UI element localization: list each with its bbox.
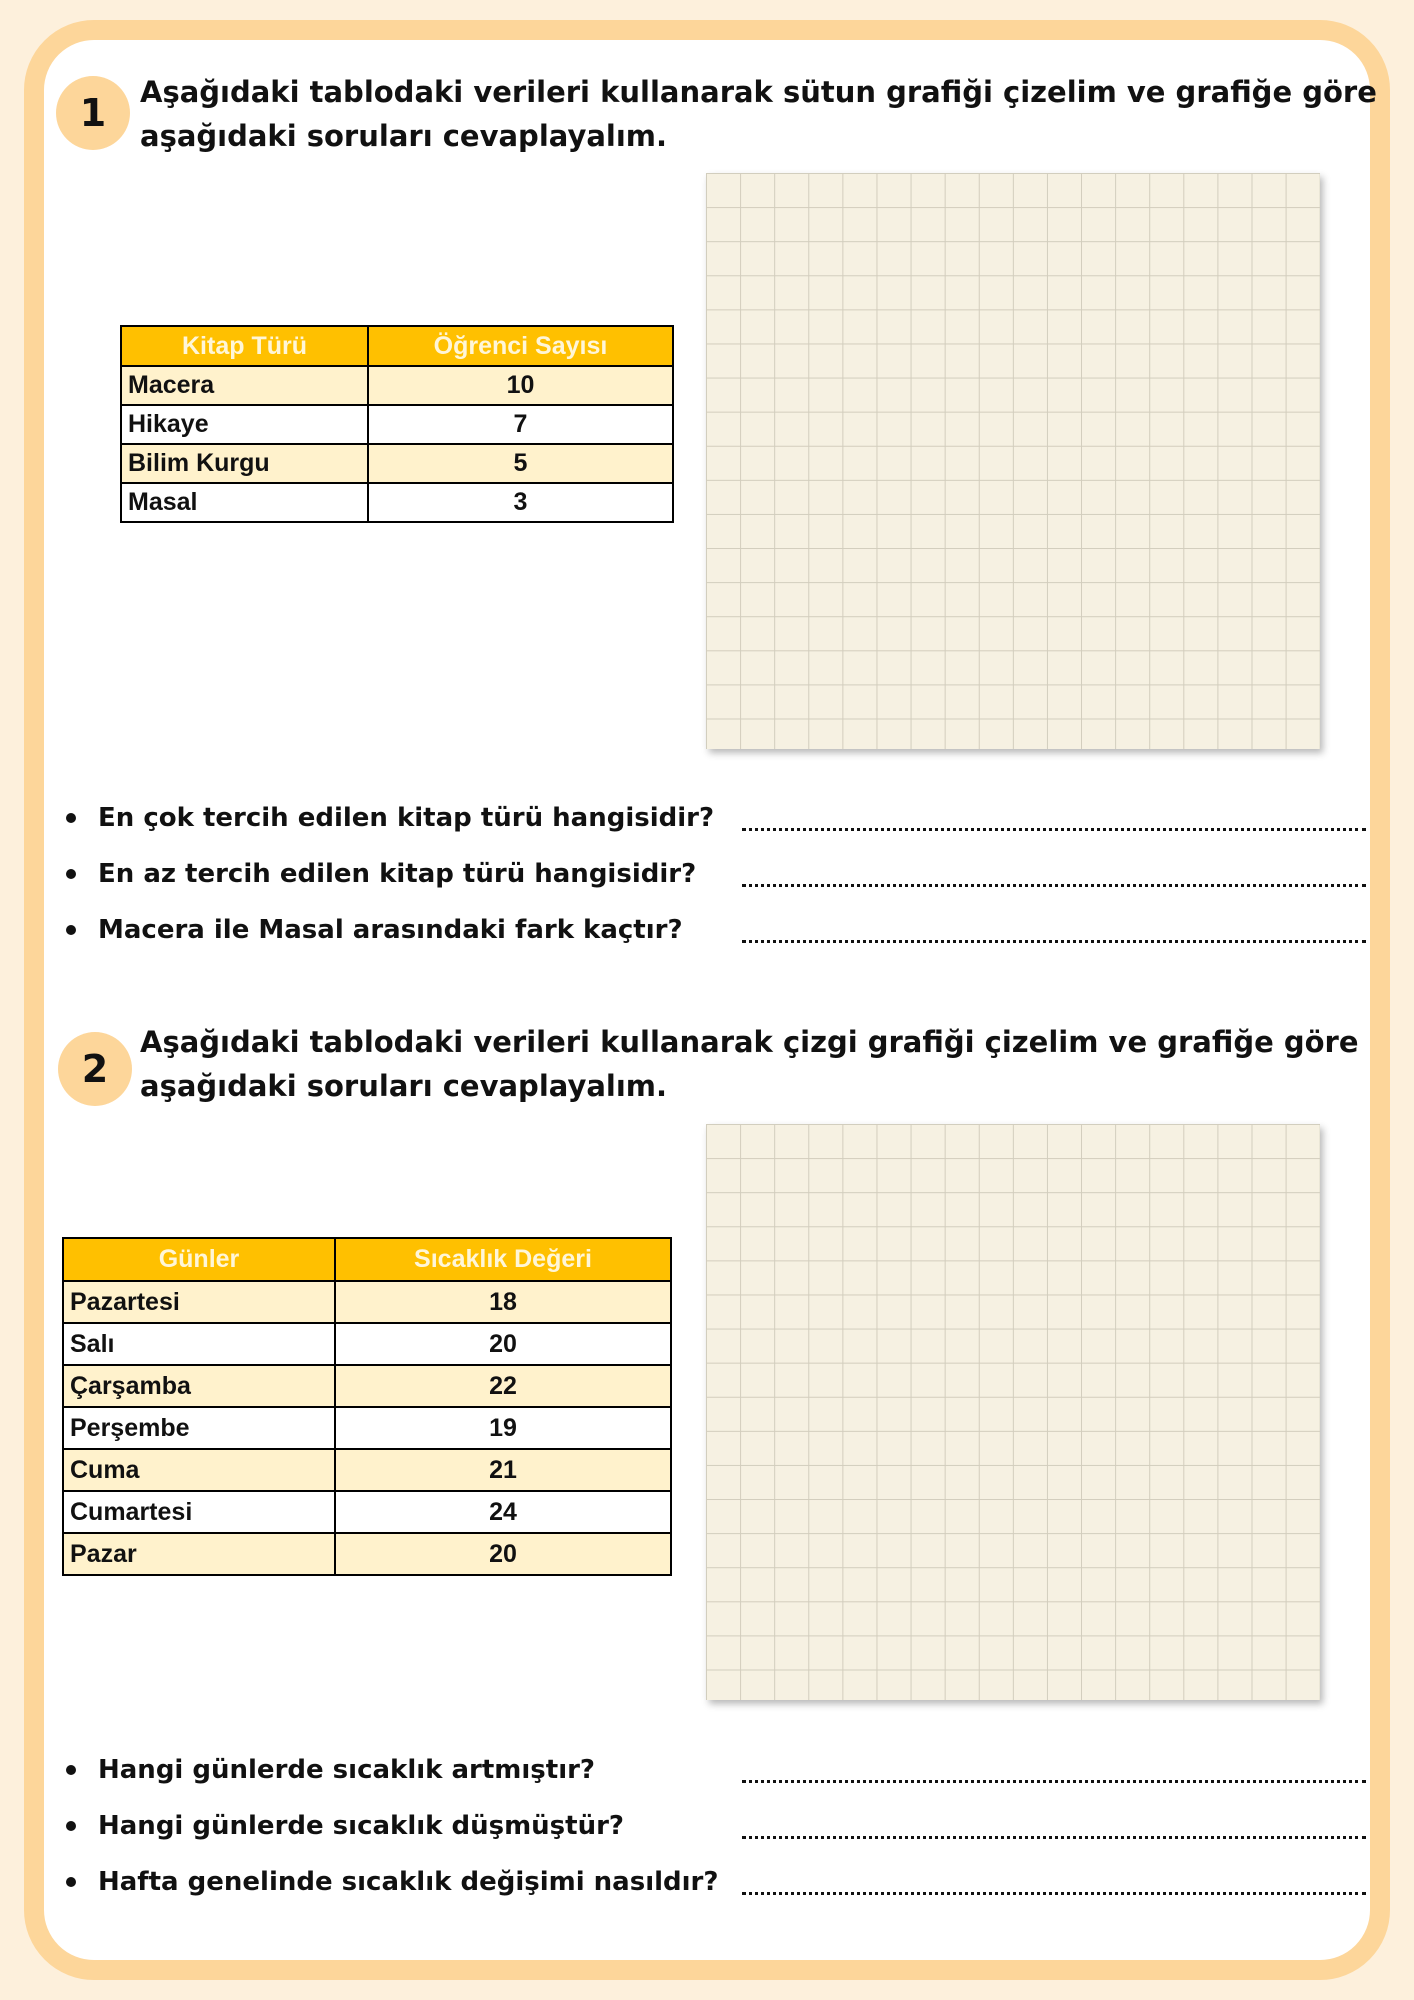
table-cell: 20 — [335, 1533, 671, 1575]
table-cell: Pazar — [63, 1533, 335, 1575]
question-text: Macera ile Masal arasındaki fark kaçtır? — [98, 915, 683, 945]
table-cell: Çarşamba — [63, 1365, 335, 1407]
table-row — [63, 1533, 671, 1575]
question-text: En az tercih edilen kitap türü hangisidir? — [98, 859, 697, 889]
bullet-icon — [66, 1877, 76, 1887]
bullet-icon — [66, 1765, 76, 1775]
table-header: Kitap Türü — [121, 326, 368, 366]
question-prompt — [140, 70, 1377, 158]
question-list — [66, 1742, 1366, 1910]
list-item — [66, 846, 1366, 902]
list-item — [66, 1854, 1366, 1910]
prompt-line: aşağıdaki soruları cevaplayalım. — [140, 1069, 668, 1103]
table-cell: 7 — [368, 405, 673, 444]
table-header: Öğrenci Sayısı — [368, 326, 673, 366]
table-cell: 19 — [335, 1407, 671, 1449]
table-cell: Hikaye — [121, 405, 368, 444]
answer-line[interactable] — [742, 1836, 1366, 1839]
answer-line[interactable] — [742, 828, 1366, 831]
table-row — [63, 1449, 671, 1491]
table-row — [63, 1323, 671, 1365]
temperature-table — [62, 1237, 672, 1576]
prompt-line: aşağıdaki soruları cevaplayalım. — [140, 119, 668, 153]
bar-chart-grid-paper[interactable] — [706, 173, 1320, 749]
table-cell: 22 — [335, 1365, 671, 1407]
line-chart-grid-paper[interactable] — [706, 1124, 1320, 1700]
question-list — [66, 790, 1366, 958]
question-text: Hangi günlerde sıcaklık düşmüştür? — [98, 1811, 625, 1841]
list-item — [66, 902, 1366, 958]
table-row — [121, 444, 673, 483]
table-cell: Cuma — [63, 1449, 335, 1491]
table-cell: 18 — [335, 1281, 671, 1323]
answer-line[interactable] — [742, 940, 1366, 943]
question-text: En çok tercih edilen kitap türü hangisidir? — [98, 803, 715, 833]
answer-line[interactable] — [742, 1892, 1366, 1895]
table-cell: Pazartesi — [63, 1281, 335, 1323]
list-item — [66, 1798, 1366, 1854]
bullet-icon — [66, 1821, 76, 1831]
table-row — [121, 483, 673, 522]
answer-line[interactable] — [742, 1780, 1366, 1783]
question-text: Hafta genelinde sıcaklık değişimi nasıldır? — [98, 1867, 719, 1897]
table-cell: Macera — [121, 366, 368, 405]
book-genre-table — [120, 325, 674, 523]
table-header: Günler — [63, 1238, 335, 1281]
table-cell: 3 — [368, 483, 673, 522]
table-header: Sıcaklık Değeri — [335, 1238, 671, 1281]
question-text: Hangi günlerde sıcaklık artmıştır? — [98, 1755, 596, 1785]
table-cell: 21 — [335, 1449, 671, 1491]
bullet-icon — [66, 813, 76, 823]
table-row — [121, 366, 673, 405]
table-cell: 20 — [335, 1323, 671, 1365]
answer-line[interactable] — [742, 884, 1366, 887]
bullet-icon — [66, 925, 76, 935]
list-item — [66, 790, 1366, 846]
table-cell: Perşembe — [63, 1407, 335, 1449]
prompt-line: Aşağıdaki tablodaki verileri kullanarak çizgi grafiği çizelim ve grafiğe göre — [140, 1025, 1359, 1059]
table-row — [63, 1407, 671, 1449]
table-cell: Masal — [121, 483, 368, 522]
table-row — [63, 1491, 671, 1533]
question-prompt — [140, 1020, 1360, 1108]
table-cell: 24 — [335, 1491, 671, 1533]
table-row — [63, 1365, 671, 1407]
question-number-badge: 2 — [58, 1032, 132, 1106]
question-number-badge: 1 — [56, 76, 130, 150]
table-cell: Bilim Kurgu — [121, 444, 368, 483]
bullet-icon — [66, 869, 76, 879]
list-item — [66, 1742, 1366, 1798]
table-cell: Cumartesi — [63, 1491, 335, 1533]
table-row — [63, 1281, 671, 1323]
table-cell: Salı — [63, 1323, 335, 1365]
table-cell: 5 — [368, 444, 673, 483]
table-row — [121, 405, 673, 444]
prompt-line: Aşağıdaki tablodaki verileri kullanarak sütun grafiği çizelim ve grafiğe göre — [140, 75, 1377, 109]
table-cell: 10 — [368, 366, 673, 405]
